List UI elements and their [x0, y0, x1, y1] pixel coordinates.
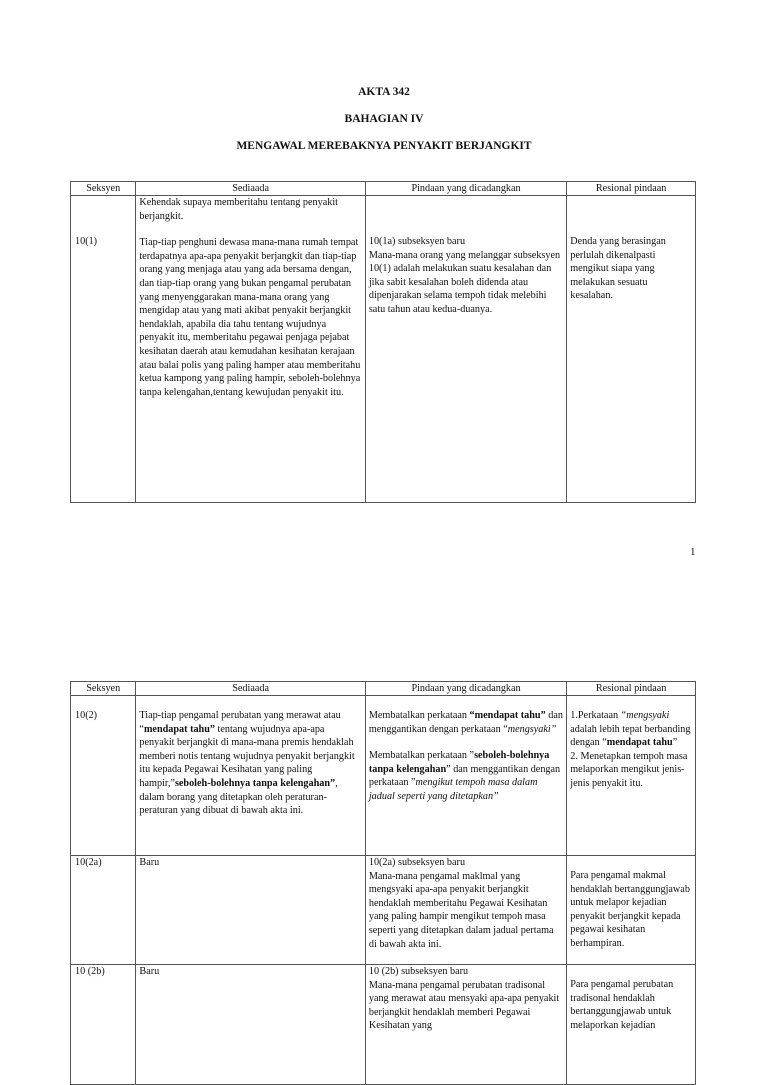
cell-resional [567, 696, 696, 856]
sediaada-text: Tiap-tiap pengamal perubatan yang merawat atau “mendapat tahu” tentang wujudnya apa-apa penyakit berjangkit di mana-mana premis hendaklah memberi notis tentang wujudnya penyakit berjangkit itu kepada Pegawai Kesihatan yang paling hampir,”seboleh-bolehnya tanpa kelengahan”, dalam borang yang ditetapkan oleh peraturan-peraturan yang dibuat di bawah akta ini. [139, 710, 355, 817]
cell-seksyen [71, 856, 136, 965]
header-resional: Resional pindaan [567, 182, 696, 196]
table-header-row [71, 682, 696, 696]
cell-resional [567, 196, 696, 503]
amendment-table-2 [70, 681, 696, 1085]
cell-pindaan [365, 856, 566, 965]
resional-text: Para pengamal makmal hendaklah bertanggungjawab untuk melapor kejadian penyakit berjangkit kepada pegawai kesihatan berhampiran. [570, 870, 690, 949]
pindaan-body: Mana-mana pengamal maklmal yang mengsyaki apa-apa penyakit berjangkit hendaklah memberitahu Pegawai Kesihatan yang paling hampir mengikut tempoh masa seperti yang ditetapkan dalam jadual pertama di bawah akta ini. [368, 870, 554, 950]
cell-resional [567, 856, 696, 965]
seksyen-value: 10(1) [75, 236, 98, 247]
seksyen-value: 10(2) [75, 710, 98, 721]
table-row [71, 196, 696, 503]
cell-resional [567, 965, 696, 1085]
subject-title: MENGAWAL MEREBAKNYA PENYAKIT BERJANGKIT [236, 140, 532, 152]
sediaada-text: Baru [139, 966, 160, 977]
cell-pindaan [365, 196, 566, 503]
pindaan-paragraph-2: Membatalkan perkataan ”seboleh-bolehnya tanpa kelengahan” dan menggantikan dengan perkataan ”mengikut tempoh masa dalam jadual seperti yang ditetapkan” [368, 750, 561, 802]
resional-text: Para pengamal perubatan tradisonal hendaklah bertanggungjawab untuk melaporkan kejadian [570, 979, 674, 1031]
seksyen-value: 10 (2b) [75, 966, 105, 977]
page-gap [0, 580, 768, 670]
header-pindaan: Pindaan yang dicadangkan [365, 182, 566, 196]
table-header-row [71, 182, 696, 196]
cell-pindaan [365, 965, 566, 1085]
header-pindaan: Pindaan yang dicadangkan [365, 682, 566, 696]
seksyen-value: 10(2a) [75, 857, 102, 868]
pindaan-title: 10(1a) subseksyen baru [368, 236, 466, 247]
sediaada-intro: Kehendak supaya memberitahu tentang penyakit berjangkit. [139, 197, 338, 222]
header-sediaada: Sediaada [136, 182, 365, 196]
pindaan-title: 10 (2b) subseksyen baru [368, 966, 469, 977]
act-title: AKTA 342 [358, 86, 410, 98]
table-row [71, 856, 696, 965]
page-number: 1 [690, 546, 696, 558]
table-row [71, 696, 696, 856]
sediaada-body: Tiap-tiap penghuni dewasa mana-mana rumah tempat terdapatnya apa-apa penyakit berjangkit dan tiap-tiap orang yang menjaga atau yang ada bersama dengan, dan tiap-tiap orang yang bukan pengamal perubatan yang menyenggarakan mana-mana orang yang mengidap atau yang mati akibat penyakit berjangkit hendaklah, apabila dia tahu tentang wujudnya penyakit itu, memberitahu pegawai penjaga pejabat kesihatan daerah atau kemudahan kesihatan kerajaan atau balai polis yang paling hamper atau memberitahu ketua kampong yang paling hampir, seboleh-bolehnya tanpa kelengahan,tentang kewujudan penyakit itu. [139, 237, 361, 398]
cell-seksyen [71, 696, 136, 856]
header-seksyen: Seksyen [71, 182, 136, 196]
sediaada-text: Baru [139, 857, 160, 868]
pindaan-title: 10(2a) subseksyen baru [368, 857, 466, 868]
cell-seksyen [71, 965, 136, 1085]
cell-sediaada [136, 856, 365, 965]
header-resional: Resional pindaan [567, 682, 696, 696]
pindaan-paragraph-1: Membatalkan perkataan “mendapat tahu” dan menggantikan dengan perkataan “mengsyaki” [368, 710, 563, 735]
header-sediaada: Sediaada [136, 682, 365, 696]
header-seksyen: Seksyen [71, 682, 136, 696]
table-row [71, 965, 696, 1085]
amendment-table-1 [70, 181, 696, 503]
part-title: BAHAGIAN IV [344, 113, 424, 125]
pindaan-body: Mana-mana orang yang melanggar subseksyen 10(1) adalah melakukan suatu kesalahan dan jika sabit kesalahan boleh didenda atau dipenjarakan selama tempoh tidak melebihi satu tahun atau kedua-duanya. [368, 249, 561, 315]
resional-point-2: 2. Menetapkan tempoh masa melaporkan mengikut jenis-jenis penyakit itu. [570, 750, 688, 789]
cell-pindaan [365, 696, 566, 856]
resional-text: Denda yang berasingan perlulah dikenalpasti mengikut siapa yang melakukan sesuatu kesalahan. [570, 236, 666, 302]
cell-sediaada [136, 965, 365, 1085]
pindaan-body: Mana-mana pengamal perubatan tradisonal yang merawat atau mensyaki apa-apa penyakit berjangkit hendaklah memberi Pegawai Kesihatan yang [368, 979, 560, 1032]
cell-sediaada [136, 696, 365, 856]
cell-sediaada [136, 196, 365, 503]
cell-seksyen [71, 196, 136, 503]
resional-point-1: 1.Perkataan “mengsyaki adalah lebih tepat berbanding dengan “mendapat tahu” [570, 710, 691, 749]
